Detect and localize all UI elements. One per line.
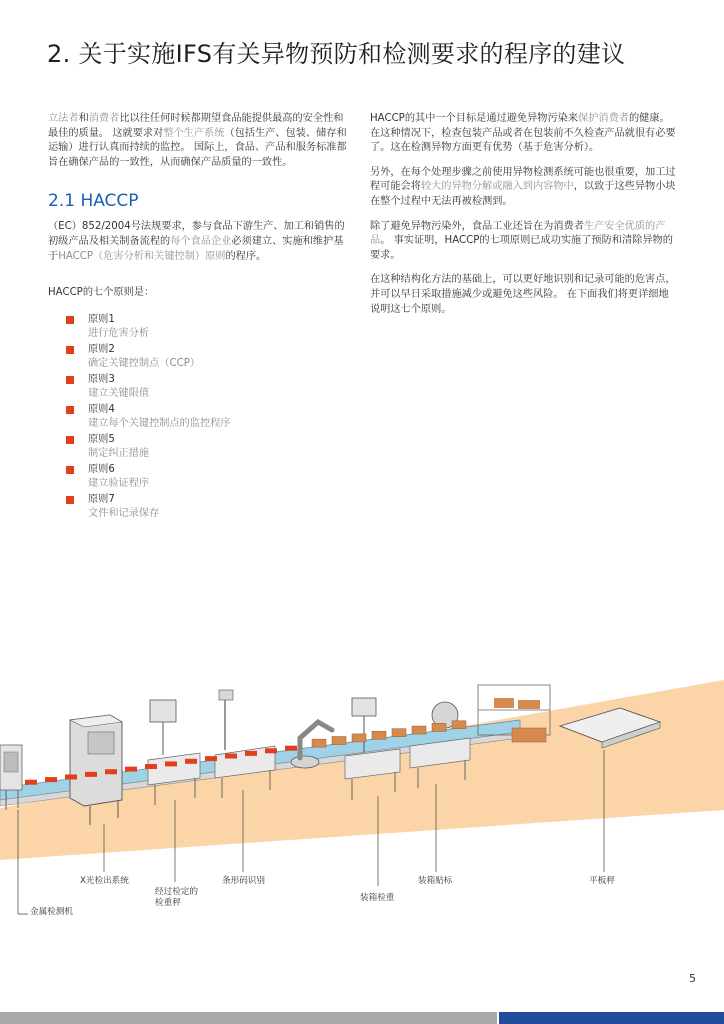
product-tray xyxy=(265,748,277,753)
label-xray: X光检出系统 xyxy=(80,876,129,886)
haccp-food-business: 每个食品企业 xyxy=(170,235,232,247)
page-title: 2. 关于实施IFS有关异物预防和检测要求的程序的建议 xyxy=(47,40,626,68)
product-box xyxy=(352,734,366,742)
principle-item xyxy=(66,493,348,523)
product-tray xyxy=(285,746,297,751)
haccp-text-2: 必须建立、实施和维护基于 xyxy=(48,235,344,262)
product-tray xyxy=(245,751,257,756)
page-number: 5 xyxy=(689,972,696,985)
product-tray xyxy=(225,754,237,759)
product-tray xyxy=(25,780,37,785)
intro-text-2: 比以往任何时候都期望食品能提供最高的安全性和最佳的质量。 这就要求对 xyxy=(48,113,344,139)
rp2-text-1: 另外，在每个处理步骤之前使用异物检测系统可能也很重要，加工过程可能会将 xyxy=(370,166,676,193)
principle-desc: 建立每个关键控制点的监控程序 xyxy=(88,418,231,430)
product-tray xyxy=(65,774,77,779)
production-line-illustration xyxy=(0,660,724,930)
label-metal-detector: 金属检测机 xyxy=(30,907,73,917)
principle-item xyxy=(66,313,348,343)
product-box xyxy=(332,737,346,745)
label-checkweigher: 经过检定的 检重秤 xyxy=(155,887,198,908)
intro-legislators: 立法者 xyxy=(48,113,79,124)
square-bullet-icon xyxy=(66,496,74,504)
principle-item xyxy=(66,463,348,493)
square-bullet-icon xyxy=(66,316,74,324)
rp3-text-1: 除了避免异物污染外，食品工业还旨在为消费者 xyxy=(370,220,584,232)
product-box xyxy=(312,739,326,747)
principle-name: 原则3 xyxy=(88,373,115,385)
rp2-foreign-body-note: 较大的异物分解或融入到内容物中 xyxy=(420,181,574,193)
intro-production-system: 整个生产系统 xyxy=(163,127,225,139)
square-bullet-icon xyxy=(66,436,74,444)
square-bullet-icon xyxy=(66,376,74,384)
rp3-text-2: 。 事实证明，HACCP的七项原则已成功实施了预防和清除异物的要求。 xyxy=(370,235,673,261)
product-box xyxy=(392,729,406,737)
principle-name: 原则7 xyxy=(88,493,115,505)
footer-grey-bar xyxy=(0,1012,497,1024)
principle-item xyxy=(66,373,348,403)
haccp-text-1: （EC）852/2004号法规要求，参与食品下游生产、加工和销售的初级产品及相关制备流程的 xyxy=(48,221,345,247)
square-bullet-icon xyxy=(66,406,74,414)
haccp-text-3: 的程序。 xyxy=(225,250,267,262)
right-column xyxy=(370,112,678,327)
section-heading-haccp: 2.1 HACCP xyxy=(48,191,139,212)
product-tray xyxy=(45,777,57,782)
principle-desc: 建立关键限值 xyxy=(88,388,150,400)
product-box xyxy=(432,723,446,731)
haccp-paragraph xyxy=(48,220,348,264)
principle-desc: 确定关键控制点（CCP） xyxy=(88,358,201,370)
principle-desc: 文件和记录保存 xyxy=(88,508,160,520)
left-column xyxy=(48,112,348,523)
product-box xyxy=(452,721,466,729)
square-bullet-icon xyxy=(66,466,74,474)
rp2-text-2: ，以致于这些异物小块在整个过程中无法再被检测到。 xyxy=(370,181,676,207)
product-tray xyxy=(145,764,157,769)
right-paragraph-4: 在这种结构化方法的基础上，可以更好地识别和记录可能的危害点，并可以早日采取措施减少或避免这些风险。 在下面我们将更详细地说明这七个原则。 xyxy=(370,274,676,315)
principle-desc: 建立验证程序 xyxy=(88,478,150,490)
principle-desc: 进行危害分析 xyxy=(88,328,150,340)
rp3-safe-products: 生产安全优质的产品 xyxy=(370,220,666,247)
label-barcode: 条形码识别 xyxy=(222,876,265,886)
principle-item xyxy=(66,433,348,463)
principle-name: 原则4 xyxy=(88,403,115,415)
product-tray xyxy=(185,759,197,764)
label-platform-scale: 平板秤 xyxy=(589,876,615,886)
product-tray xyxy=(125,767,137,772)
principle-item xyxy=(66,403,348,433)
principle-name: 原则2 xyxy=(88,343,115,355)
footer-blue-bar xyxy=(499,1012,724,1024)
intro-text-3: （包括生产、包装、储存和运输）进行认真而持续的监控。 国际上，食品、产品和服务标准都旨在确保产品的一致性，从而确保产品质量的一致性。 xyxy=(48,127,347,168)
rp1-text-2: 的健康。 在这种情况下，检查包装产品或者在包装前不久检查产品就很有必要了。这在检测异物方面更有优势（基于危害分析）。 xyxy=(370,113,676,154)
rp1-text-1: HACCP的其中一个目标是通过避免异物污染来 xyxy=(370,113,579,124)
product-tray xyxy=(85,772,97,777)
haccp-principles-ref: HACCP（危害分析和关键控制）原则 xyxy=(58,250,226,262)
principles-intro: HACCP的七个原则是： xyxy=(48,287,155,299)
principle-name: 原则5 xyxy=(88,433,115,445)
right-paragraph-1 xyxy=(370,112,678,156)
principles-list xyxy=(66,313,348,523)
product-tray xyxy=(165,761,177,766)
product-box xyxy=(372,731,386,739)
intro-text-1: 和 xyxy=(78,113,89,124)
label-case-checkweigher: 装箱检重 xyxy=(360,893,395,903)
square-bullet-icon xyxy=(66,346,74,354)
label-labeling: 装箱贴标 xyxy=(418,876,453,886)
principle-item xyxy=(66,343,348,373)
product-box xyxy=(412,726,426,734)
principle-name: 原则1 xyxy=(88,313,115,325)
principle-name: 原则6 xyxy=(88,463,115,475)
production-line-drawing xyxy=(0,660,724,930)
right-paragraph-3 xyxy=(370,220,678,264)
right-paragraph-2 xyxy=(370,166,678,210)
principle-desc: 制定纠正措施 xyxy=(88,448,150,460)
product-tray xyxy=(205,756,217,761)
intro-consumers: 消费者 xyxy=(88,113,120,124)
intro-paragraph xyxy=(48,112,348,170)
rp1-protect-consumers: 保护消费者 xyxy=(578,113,629,124)
product-tray xyxy=(105,769,117,774)
